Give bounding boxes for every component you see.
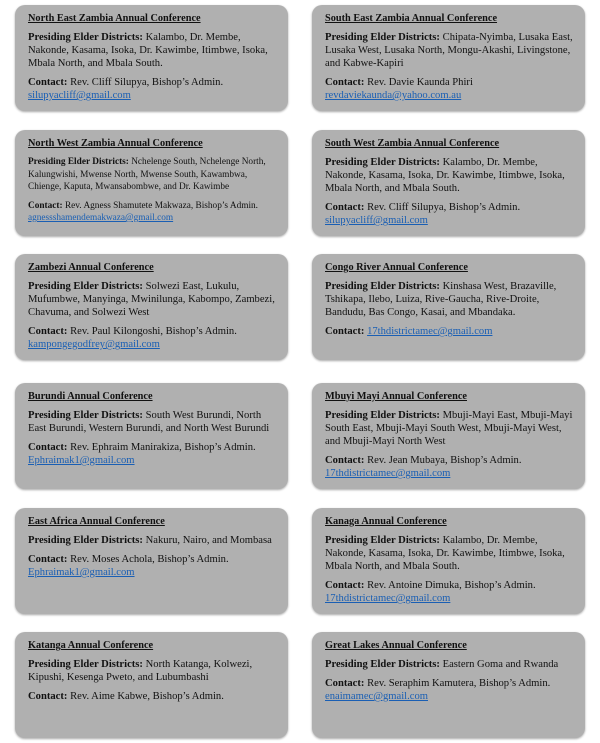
districts-list: North Katanga, Kolwezi, Kipushi, Kesenga Pweto, and Lubumbashi bbox=[28, 659, 253, 683]
contact-info bbox=[28, 441, 278, 467]
contact-label: Contact: bbox=[325, 77, 365, 88]
conference-title: Katanga Annual Conference bbox=[28, 640, 154, 651]
contact-email-link[interactable]: 17thdistrictamec@gmail.com bbox=[325, 593, 451, 604]
contact-email-link[interactable]: kampongegodfrey@gmail.com bbox=[28, 339, 160, 350]
districts-label: Presiding Elder Districts: bbox=[28, 410, 143, 421]
contact-label: Contact: bbox=[28, 691, 68, 702]
contact-info bbox=[28, 690, 278, 703]
districts-list: Solwezi East, Lukulu, Mufumbwe, Manyinga, Mwinilunga, Kabompo, Zambezi, Chavuma, and Solwezi West bbox=[28, 281, 275, 318]
contact-name: Rev. Davie Kaunda Phiri bbox=[367, 77, 473, 88]
contact-info bbox=[325, 76, 575, 102]
contact-email-link[interactable]: Ephraimak1@gmail.com bbox=[28, 567, 135, 578]
conference-card bbox=[15, 130, 288, 236]
contact-email-link[interactable]: silupyacliff@gmail.com bbox=[28, 90, 131, 101]
conference-card bbox=[312, 508, 585, 614]
conference-card bbox=[312, 632, 585, 738]
conference-title: North West Zambia Annual Conference bbox=[28, 138, 203, 149]
contact-info bbox=[325, 325, 575, 338]
conference-title: South East Zambia Annual Conference bbox=[325, 13, 498, 24]
presiding-elder-districts bbox=[325, 534, 575, 573]
districts-list: Nakuru, Nairo, and Mombasa bbox=[145, 535, 272, 546]
contact-info bbox=[28, 76, 278, 102]
districts-label: Presiding Elder Districts: bbox=[28, 157, 129, 167]
conference-card bbox=[312, 130, 585, 236]
presiding-elder-districts bbox=[28, 31, 278, 70]
conference-card bbox=[15, 5, 288, 111]
conference-title: South West Zambia Annual Conference bbox=[325, 138, 500, 149]
contact-info bbox=[325, 454, 575, 480]
conference-card bbox=[312, 254, 585, 360]
contact-label: Contact: bbox=[325, 202, 365, 213]
contact-name: Rev. Ephraim Manirakiza, Bishop’s Admin. bbox=[70, 442, 256, 453]
contact-name: Rev. Aime Kabwe, Bishop’s Admin. bbox=[70, 691, 224, 702]
presiding-elder-districts bbox=[325, 280, 575, 319]
districts-list: Chipata-Nyimba, Lusaka East, Lusaka West, Lusaka North, Mongu-Akashi, Livingstone, and Kabwe-Kapiri bbox=[325, 32, 573, 69]
contact-name: Rev. Agness Shamutete Makwaza, Bishop’s Admin. bbox=[64, 200, 259, 211]
contact-name: Rev. Moses Achola, Bishop’s Admin. bbox=[70, 554, 229, 565]
districts-label: Presiding Elder Districts: bbox=[28, 32, 143, 43]
presiding-elder-districts bbox=[28, 409, 278, 435]
conference-card bbox=[15, 254, 288, 360]
presiding-elder-districts bbox=[325, 31, 575, 70]
districts-label: Presiding Elder Districts: bbox=[325, 281, 440, 292]
contact-email-link[interactable]: enaimamec@gmail.com bbox=[325, 691, 428, 702]
contact-email-link[interactable]: 17thdistrictamec@gmail.com bbox=[367, 326, 493, 337]
contact-name: Rev. Cliff Silupya, Bishop’s Admin. bbox=[70, 77, 224, 88]
districts-list: Kinshasa West, Brazaville, Tshikapa, Ilebo, Luiza, Rive-Gaucha, Rive-Droite, Bandudu, Bas Congo, Kasai, and Mbandaka. bbox=[325, 281, 557, 318]
contact-name: Rev. Antoine Dimuka, Bishop’s Admin. bbox=[367, 580, 536, 591]
contact-info bbox=[28, 325, 278, 351]
conference-title: Burundi Annual Conference bbox=[28, 391, 153, 402]
contact-email-link[interactable]: 17thdistrictamec@gmail.com bbox=[325, 468, 451, 479]
presiding-elder-districts bbox=[28, 658, 278, 684]
contact-email-link[interactable]: Ephraimak1@gmail.com bbox=[28, 455, 135, 466]
contact-info bbox=[325, 201, 575, 227]
conference-card bbox=[312, 383, 585, 489]
districts-label: Presiding Elder Districts: bbox=[325, 410, 440, 421]
conference-card bbox=[15, 383, 288, 489]
conference-card bbox=[15, 508, 288, 614]
contact-label: Contact: bbox=[28, 326, 68, 337]
presiding-elder-districts bbox=[28, 534, 278, 547]
contact-label: Contact: bbox=[28, 554, 68, 565]
presiding-elder-districts bbox=[28, 156, 278, 194]
contact-label: Contact: bbox=[325, 326, 365, 337]
contact-name: Rev. Jean Mubaya, Bishop’s Admin. bbox=[367, 455, 522, 466]
conference-title: Mbuyi Mayi Annual Conference bbox=[325, 391, 467, 402]
contact-name: Rev. Cliff Silupya, Bishop’s Admin. bbox=[367, 202, 521, 213]
conference-title: East Africa Annual Conference bbox=[28, 516, 165, 527]
conference-title: Kanaga Annual Conference bbox=[325, 516, 447, 527]
contact-name: Rev. Seraphim Kamutera, Bishop’s Admin. bbox=[367, 678, 551, 689]
contact-email-link[interactable]: revdaviekaunda@yahoo.com.au bbox=[325, 90, 462, 101]
districts-list: Kalambo, Dr. Membe, Nakonde, Kasama, Isoka, Dr. Kawimbe, Itimbwe, Isoka, Mbala North, and Mbala South. bbox=[325, 157, 565, 194]
contact-label: Contact: bbox=[325, 580, 365, 591]
contact-email-link[interactable]: agnessshamendemakwaza@gmail.com bbox=[28, 213, 174, 223]
contact-label: Contact: bbox=[325, 678, 365, 689]
conference-title: Zambezi Annual Conference bbox=[28, 262, 154, 273]
districts-label: Presiding Elder Districts: bbox=[325, 157, 440, 168]
districts-label: Presiding Elder Districts: bbox=[325, 659, 440, 670]
presiding-elder-districts bbox=[325, 409, 575, 448]
districts-label: Presiding Elder Districts: bbox=[325, 32, 440, 43]
districts-label: Presiding Elder Districts: bbox=[28, 659, 143, 670]
districts-label: Presiding Elder Districts: bbox=[28, 535, 143, 546]
conference-card bbox=[312, 5, 585, 111]
contact-name: Rev. Paul Kilongoshi, Bishop’s Admin. bbox=[70, 326, 237, 337]
contact-info bbox=[325, 579, 575, 605]
districts-list: Eastern Goma and Rwanda bbox=[442, 659, 559, 670]
contact-label: Contact: bbox=[28, 77, 68, 88]
presiding-elder-districts bbox=[325, 156, 575, 195]
presiding-elder-districts bbox=[28, 280, 278, 319]
conference-title: Great Lakes Annual Conference bbox=[325, 640, 467, 651]
conference-title: Congo River Annual Conference bbox=[325, 262, 468, 273]
districts-list: Kalambo, Dr. Membe, Nakonde, Kasama, Isoka, Dr. Kawimbe, Itimbwe, Isoka, Mbala North, and Mbala South. bbox=[28, 32, 268, 69]
districts-list: Nchelenge South, Nchelenge North, Kalungwishi, Mwense North, Mwense South, Kawambwa, Chienge, Kaputa, Mwansabombwe, and Dr. Kawimbe bbox=[28, 157, 266, 192]
contact-info bbox=[28, 200, 278, 225]
districts-label: Presiding Elder Districts: bbox=[325, 535, 440, 546]
districts-list: Kalambo, Dr. Membe, Nakonde, Kasama, Isoka, Dr. Kawimbe, Itimbwe, Isoka, Mbala North, and Mbala South. bbox=[325, 535, 565, 572]
contact-label: Contact: bbox=[28, 442, 68, 453]
conference-title: North East Zambia Annual Conference bbox=[28, 13, 201, 24]
contact-info bbox=[28, 553, 278, 579]
presiding-elder-districts bbox=[325, 658, 575, 671]
contact-email-link[interactable]: silupyacliff@gmail.com bbox=[325, 215, 428, 226]
contact-label: Contact: bbox=[28, 200, 63, 211]
conference-card bbox=[15, 632, 288, 738]
districts-list: Mbuji-Mayi East, Mbuji-Mayi South East, Mbuji-Mayi South West, Mbuji-Mayi West, and Mbuji-Mayi North West bbox=[325, 410, 573, 447]
contact-info bbox=[325, 677, 575, 703]
districts-list: South West Burundi, North East Burundi, Western Burundi, and North West Burundi bbox=[28, 410, 270, 434]
districts-label: Presiding Elder Districts: bbox=[28, 281, 143, 292]
contact-label: Contact: bbox=[325, 455, 365, 466]
